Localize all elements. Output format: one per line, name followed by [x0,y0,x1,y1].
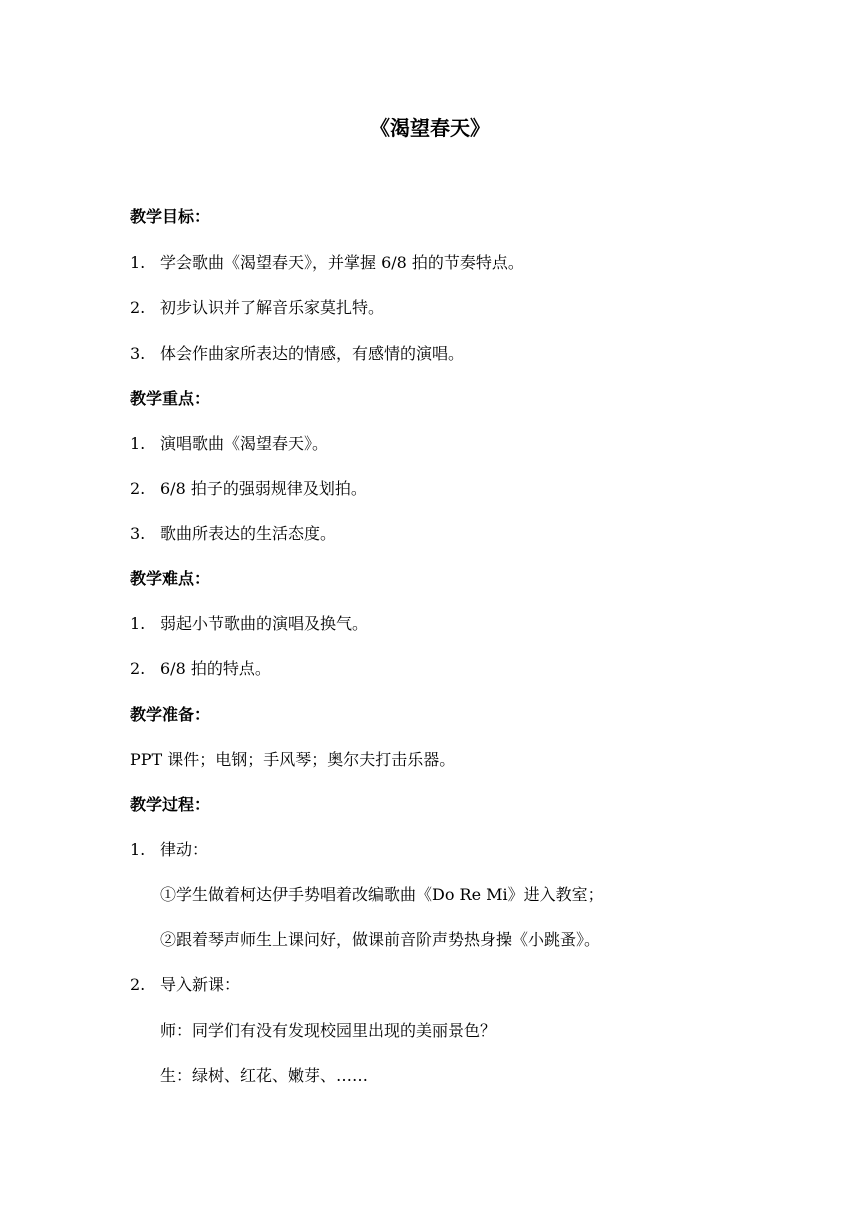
process-heading: 教学过程： [130,795,211,814]
item-text: 演唱歌曲《渴望春天》。 [160,434,329,453]
key-point-item-2 [130,477,367,501]
item-text: 体会作曲家所表达的情感，有感情的演唱。 [160,344,465,363]
item-text: 初步认识并了解音乐家莫扎特。 [160,298,385,317]
difficulty-item-2 [130,657,271,681]
step-label: 导入新课： [160,975,241,994]
item-number: 3. [130,344,146,363]
key-point-item-3 [130,522,336,546]
objective-item-1 [130,251,524,275]
item-number: 1. [130,253,146,272]
item-number: 2. [130,479,146,498]
item-text: 弱起小节歌曲的演唱及换气。 [160,614,369,633]
item-number: 3. [130,524,146,543]
difficulties-heading: 教学难点： [130,569,211,588]
process-step-1 [130,838,208,862]
item-text: 6/8 拍的特点。 [160,659,271,678]
item-number: 1. [130,434,146,453]
objective-item-3 [130,342,464,366]
process-step-2 [130,973,240,997]
preparation-heading: 教学准备： [130,705,211,724]
process-step-2-sub-2: 生：绿树、红花、嫩芽、…… [160,1066,369,1085]
item-number: 2. [130,659,146,678]
process-step-1-sub-1: ①学生做着柯达伊手势唱着改编歌曲《Do Re Mi》进入教室； [160,885,604,904]
item-text: 6/8 拍子的强弱规律及划拍。 [160,479,367,498]
document-title: 《渴望春天》 [370,116,490,140]
item-text: 歌曲所表达的生活态度。 [160,524,337,543]
step-label: 律动： [160,840,209,859]
difficulty-item-1 [130,612,368,636]
preparation-text: PPT 课件；电钢；手风琴；奥尔夫打击乐器。 [130,750,456,769]
process-step-1-sub-2: ②跟着琴声师生上课问好，做课前音阶声势热身操《小跳蚤》。 [160,930,601,949]
item-text: 学会歌曲《渴望春天》，并掌握 6/8 拍的节奏特点。 [160,253,524,272]
item-number: 2. [130,298,146,317]
item-number: 1. [130,840,146,859]
item-number: 2. [130,975,146,994]
objective-item-2 [130,296,384,320]
item-number: 1. [130,614,146,633]
objectives-heading: 教学目标： [130,207,211,226]
process-step-2-sub-1: 师：同学们有没有发现校园里出现的美丽景色？ [160,1021,497,1040]
key-points-heading: 教学重点： [130,389,211,408]
key-point-item-1 [130,432,328,456]
